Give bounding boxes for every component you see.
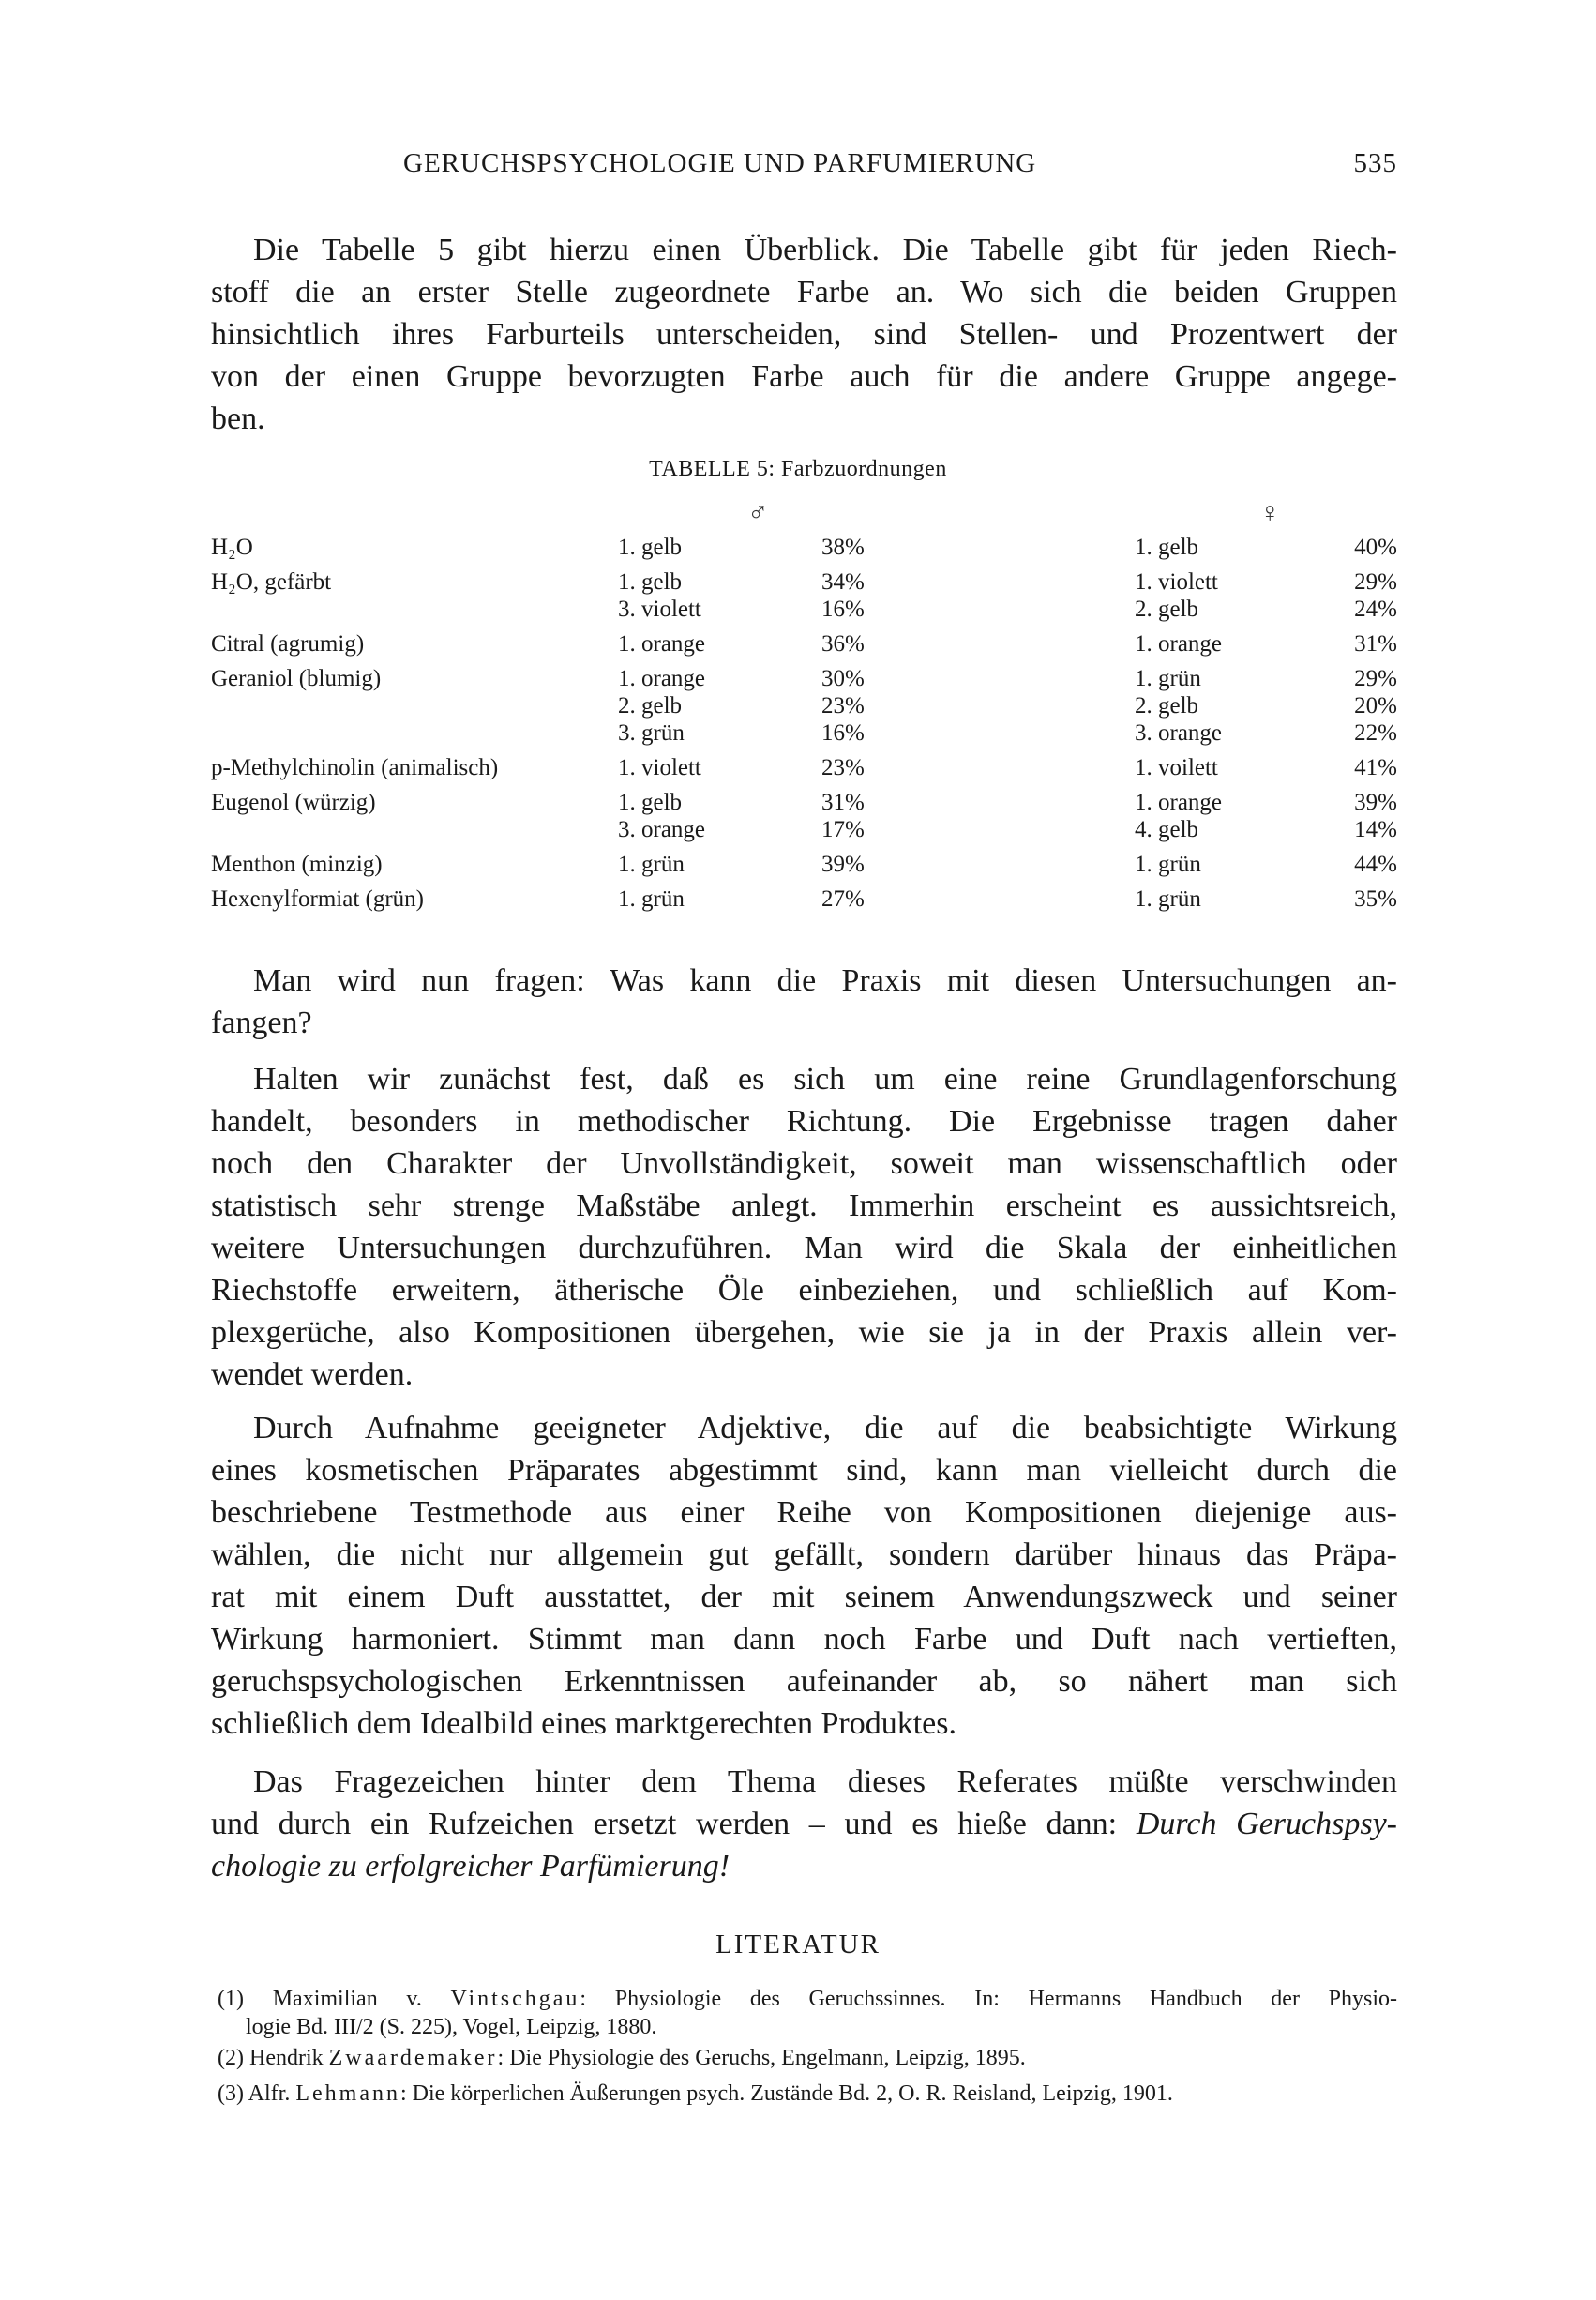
table-row <box>211 885 1397 913</box>
paragraph-5 <box>211 1761 1397 1887</box>
male-percent: 27% <box>821 886 865 912</box>
ref-number: (1) <box>218 1987 244 2011</box>
male-color-rank: 3. violett <box>618 597 701 622</box>
text-line <box>218 1985 1397 2013</box>
male-percent: 34% <box>821 569 865 595</box>
text-span: : Physiologie des Geruchssinnes. In: Hermanns Handbuch der Physio- <box>580 1987 1397 2011</box>
substance-name: Menthon (minzig) <box>211 852 383 877</box>
table-subrow <box>211 665 1397 692</box>
female-color-rank: 1. grün <box>1135 886 1201 912</box>
page-number: 535 <box>1353 148 1397 178</box>
female-percent: 44% <box>1354 852 1397 877</box>
female-color-rank: 2. gelb <box>1135 693 1199 719</box>
ref-author: Vintschgau <box>450 1987 580 2011</box>
substance-name: Hexenylformiat (grün) <box>211 886 425 912</box>
male-color-rank: 1. violett <box>618 755 701 780</box>
text-line: Man wird nun fragen: Was kann die Praxis mit diesen Untersuchungen an- <box>253 963 1397 998</box>
male-color-rank: 3. grün <box>618 720 685 746</box>
text-line: weitere Untersuchungen durchzuführen. Man wird die Skala der einheitlichen <box>211 1231 1397 1265</box>
paragraph-2 <box>211 960 1397 1044</box>
female-percent: 39% <box>1354 790 1397 815</box>
male-color-rank: 1. grün <box>618 852 685 877</box>
running-title: GERUCHSPSYCHOLOGIE UND PARFUMIERUNG <box>403 148 1037 178</box>
female-color-rank: 1. orange <box>1135 631 1223 657</box>
table-row <box>211 568 1397 623</box>
male-percent: 30% <box>821 666 865 691</box>
female-color-rank: 1. grün <box>1135 852 1201 877</box>
male-color-rank: 1. orange <box>618 631 706 657</box>
table-subrow <box>211 534 1397 561</box>
male-color-rank: 1. grün <box>618 886 685 912</box>
text-line: schließlich dem Idealbild eines marktgerechten Produktes. <box>211 1706 956 1741</box>
text-span: : Die körperlichen Äußerungen psych. Zustände Bd. 2, O. R. Reisland, Leipzig, 1901. <box>399 2081 1173 2106</box>
text-span: und durch ein Rufzeichen ersetzt werden – und es hieße dann: <box>211 1807 1137 1841</box>
table-row <box>211 665 1397 747</box>
text-line: Die Tabelle 5 gibt hierzu einen Überblick. Die Tabelle gibt für jeden Riech- <box>253 233 1397 267</box>
paragraph-1 <box>211 229 1397 440</box>
male-percent: 38% <box>821 535 865 560</box>
table-caption: TABELLE 5: Farbzuordnungen <box>649 457 947 481</box>
text-line: Halten wir zunächst fest, daß es sich um eine reine Grundlagenforschung <box>253 1062 1397 1097</box>
male-percent: 23% <box>821 755 865 780</box>
male-percent: 16% <box>821 597 865 622</box>
table-subrow <box>211 719 1397 747</box>
text-line: geruchspsychologischen Erkenntnissen aufeinander ab, so nähert man sich <box>211 1664 1397 1699</box>
table-row <box>211 630 1397 658</box>
italic-text: Durch Geruchspsy- <box>1136 1807 1397 1841</box>
text-line: Riechstoffe erweitern, ätherische Öle einbeziehen, und schließlich auf Kom- <box>211 1273 1397 1308</box>
table-subrow <box>211 851 1397 878</box>
female-color-rank: 1. orange <box>1135 790 1223 815</box>
table-subrow <box>211 816 1397 843</box>
text-line: wählen, die nicht nur allgemein gut gefällt, sondern darüber hinaus das Präpa- <box>211 1537 1397 1572</box>
male-percent: 39% <box>821 852 865 877</box>
reference-1 <box>218 1985 1397 2041</box>
text-line: plexgerüche, also Kompositionen übergehen, wie sie ja in der Praxis allein ver- <box>211 1315 1397 1350</box>
substance-name: Citral (agrumig) <box>211 631 365 657</box>
female-color-rank: 3. orange <box>1135 720 1223 746</box>
table-subrow <box>211 596 1397 623</box>
female-color-rank: 1. grün <box>1135 666 1201 691</box>
substance-name: H₂O <box>211 535 253 560</box>
male-color-rank: 3. orange <box>618 817 706 842</box>
male-percent: 31% <box>821 790 865 815</box>
male-color-rank: 1. gelb <box>618 569 683 595</box>
female-percent: 24% <box>1354 597 1397 622</box>
text-span: Alfr. <box>248 2081 296 2106</box>
table-subrow <box>211 789 1397 816</box>
text-line: von der einen Gruppe bevorzugten Farbe auch für die andere Gruppe angege- <box>211 359 1397 394</box>
text-line <box>211 1803 1397 1845</box>
text-line: rat mit einem Duft ausstattet, der mit seinem Anwendungszweck und seiner <box>211 1580 1397 1614</box>
text-line: fangen? <box>211 1006 312 1040</box>
female-color-rank: 1. violett <box>1135 569 1218 595</box>
female-percent: 14% <box>1354 817 1397 842</box>
male-percent: 36% <box>821 631 865 657</box>
paragraph-3 <box>211 1058 1397 1396</box>
literature-heading: LITERATUR <box>715 1929 881 1960</box>
color-assignment-table <box>211 534 1397 920</box>
text-line: handelt, besonders in methodischer Richtung. Die Ergebnisse tragen daher <box>211 1104 1397 1139</box>
table-row <box>211 789 1397 843</box>
female-percent: 40% <box>1354 535 1397 560</box>
substance-name: H₂O, gefärbt <box>211 569 332 595</box>
text-line: Durch Aufnahme geeigneter Adjektive, die auf die beabsichtigte Wirkung <box>253 1411 1397 1445</box>
male-percent: 17% <box>821 817 865 842</box>
ref-number: (2) <box>218 2046 244 2070</box>
substance-name: Eugenol (würzig) <box>211 790 376 815</box>
text-line: eines kosmetischen Präparates abgestimmt sind, kann man vielleicht durch die <box>211 1453 1397 1488</box>
text-span: : Die Physiologie des Geruchs, Engelmann, Leipzig, 1895. <box>497 2046 1026 2070</box>
table-subrow <box>211 630 1397 658</box>
female-percent: 29% <box>1354 666 1397 691</box>
text-line <box>211 1845 1397 1887</box>
female-percent: 41% <box>1354 755 1397 780</box>
ref-author: Zwaardemaker <box>328 2046 498 2070</box>
male-color-rank: 2. gelb <box>618 693 683 719</box>
male-color-rank: 1. gelb <box>618 790 683 815</box>
male-color-rank: 1. gelb <box>618 535 683 560</box>
table-subrow <box>211 568 1397 596</box>
reference-2 <box>218 2044 1397 2072</box>
paragraph-4 <box>211 1407 1397 1745</box>
female-percent: 31% <box>1354 631 1397 657</box>
text-line: ben. <box>211 401 265 436</box>
table-subrow <box>211 885 1397 913</box>
text-line: noch den Charakter der Unvollständigkeit, soweit man wissenschaftlich oder <box>211 1146 1397 1181</box>
text-line: Das Fragezeichen hinter dem Thema dieses Referates müßte verschwinden <box>253 1764 1397 1799</box>
text-line: hinsichtlich ihres Farburteils unterscheiden, sind Stellen- und Prozentwert der <box>211 317 1397 352</box>
female-color-rank: 1. gelb <box>1135 535 1199 560</box>
substance-name: Geraniol (blumig) <box>211 666 382 691</box>
table-row <box>211 534 1397 561</box>
male-symbol-icon: ♂ <box>747 497 769 528</box>
text-span: Hendrik <box>248 2046 329 2070</box>
ref-author: Lehmann <box>295 2081 400 2106</box>
female-color-rank: 1. voilett <box>1135 755 1218 780</box>
female-percent: 35% <box>1354 886 1397 912</box>
male-percent: 23% <box>821 693 865 719</box>
female-percent: 22% <box>1354 720 1397 746</box>
substance-name: p-Methylchinolin (animalisch) <box>211 755 499 780</box>
text-line: beschriebene Testmethode aus einer Reihe von Kompositionen diejenige aus- <box>211 1495 1397 1530</box>
text-line <box>218 2044 1397 2072</box>
table-row <box>211 754 1397 781</box>
ref-number: (3) <box>218 2081 244 2106</box>
text-line: stoff die an erster Stelle zugeordnete Farbe an. Wo sich die beiden Gruppen <box>211 275 1397 310</box>
female-color-rank: 2. gelb <box>1135 597 1199 622</box>
text-span: Maximilian v. <box>272 1987 451 2011</box>
text-line: wendet werden. <box>211 1357 414 1392</box>
female-percent: 29% <box>1354 569 1397 595</box>
italic-text: chologie zu erfolgreicher Parfümierung! <box>211 1849 730 1884</box>
text-line: Wirkung harmoniert. Stimmt man dann noch Farbe und Duft nach vertieften, <box>211 1622 1397 1657</box>
male-color-rank: 1. orange <box>618 666 706 691</box>
text-line: statistisch sehr strenge Maßstäbe anlegt. Immerhin erscheint es aussichtsreich, <box>211 1188 1397 1223</box>
reference-3 <box>218 2080 1397 2108</box>
text-line: logie Bd. III/2 (S. 225), Vogel, Leipzig, 1880. <box>246 2015 657 2039</box>
text-line <box>218 2080 1397 2108</box>
male-percent: 16% <box>821 720 865 746</box>
table-subrow <box>211 754 1397 781</box>
female-percent: 20% <box>1354 693 1397 719</box>
table-subrow <box>211 692 1397 719</box>
table-row <box>211 851 1397 878</box>
female-symbol-icon: ♀ <box>1259 497 1281 528</box>
female-color-rank: 4. gelb <box>1135 817 1199 842</box>
